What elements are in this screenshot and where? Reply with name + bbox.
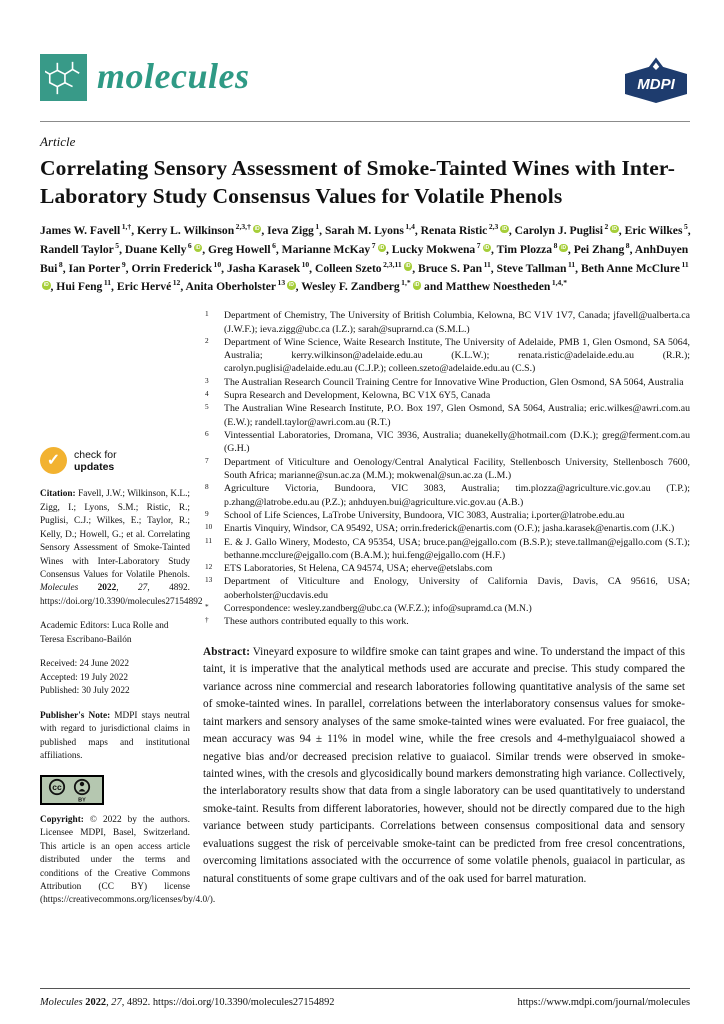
- author-name: Colleen Szeto: [314, 261, 382, 275]
- check-for-updates-label: check for updates: [74, 448, 117, 473]
- affiliation-marker: 4: [205, 389, 209, 399]
- author-affiliation-sup: 6: [187, 240, 192, 250]
- copyright-block: Copyright: © 2022 by the authors. Licensee MDPI, Basel, Switzerland. This article is an open access article distributed under the terms and conditions of the Creative Commons Attribution (CC BY) license (https://creativecommons.org/licenses/by/4.0/).: [40, 814, 216, 906]
- affiliation-item: [203, 389, 690, 402]
- citation-label: Citation:: [40, 489, 76, 500]
- publishers-note-label: Publisher's Note:: [40, 710, 111, 721]
- affiliation-text: Department of Wine Science, Waite Research Institute, The University of Adelaide, PMB 1, Glen Osmond, SA 5064, Australia; kerry.wilkinson@adelaide.edu.au (K.L.W.); renata.ristic@adelaide.edu.au (R.R.); carolyn.puglisi@adelaide.edu.au (C.J.P.); colleen.szeto@adelaide.edu.au (C.S.): [224, 336, 690, 375]
- author-name: Orrin Frederick: [131, 261, 213, 275]
- orcid-icon[interactable]: iD: [502, 225, 508, 232]
- molecules-logo-icon: [40, 54, 87, 101]
- author-affiliation-sup: 5: [115, 240, 120, 250]
- author-affiliation-sup: 6: [272, 240, 276, 250]
- cc-by-license-badge[interactable]: [40, 775, 104, 805]
- author-affiliation-sup: 11: [483, 259, 491, 269]
- affiliation-item: [203, 456, 690, 483]
- author-affiliation-sup: 9: [121, 259, 126, 269]
- affiliation-item: [203, 615, 690, 628]
- author-affiliation-sup: 8: [58, 259, 63, 269]
- orcid-icon[interactable]: iD: [612, 225, 618, 232]
- journal-header: [40, 54, 690, 111]
- mdpi-logo[interactable]: [622, 56, 690, 111]
- copyright-label: Copyright:: [40, 814, 84, 825]
- author-affiliation-sup: 2: [604, 221, 609, 231]
- paper-title: Correlating Sensory Assessment of Smoke-Tainted Wines with Inter-Laboratory Study Consensus Values for Volatile Phenols: [40, 156, 675, 208]
- footer-citation: Molecules 2022, 27, 4892. https://doi.org/10.3390/molecules27154892: [40, 997, 335, 1008]
- header-divider: [40, 121, 690, 122]
- abstract: [203, 644, 685, 889]
- affiliation-text: The Australian Research Council Training Centre for Innovative Wine Production, Glen Osmond, SA 5064, Australia: [224, 376, 684, 388]
- author-affiliation-sup: 5: [683, 221, 688, 231]
- affiliation-marker: 10: [205, 522, 213, 532]
- affiliation-item: [203, 575, 690, 602]
- author-name: Ian Porter: [68, 261, 121, 275]
- affiliation-text: Supra Research and Development, Kelowna, BC V1X 6Y5, Canada: [224, 390, 491, 402]
- affiliation-item: [203, 562, 690, 575]
- author-name: AnhDuyen Bui: [40, 242, 689, 275]
- author-affiliation-sup: 8: [553, 240, 558, 250]
- author-name: Marianne McKay: [281, 242, 371, 256]
- author-name: Tim Plozza: [496, 242, 553, 256]
- author-name: Eric Hervé: [116, 280, 172, 294]
- affiliation-text: These authors contributed equally to this work.: [224, 616, 409, 628]
- affiliation-item: [203, 536, 690, 563]
- affiliation-marker: 2: [205, 335, 209, 345]
- affiliation-item: [203, 429, 690, 456]
- citation-year: 2022: [78, 583, 117, 594]
- citation-doi[interactable]: , 4892. https://doi.org/10.3390/molecules27154892: [40, 583, 203, 607]
- author-affiliation-sup: 12: [172, 278, 181, 288]
- author-name: Ieva Zigg: [267, 223, 314, 237]
- author-name: Jasha Karasek: [226, 261, 301, 275]
- orcid-icon[interactable]: iD: [405, 263, 411, 270]
- affiliation-item: [203, 602, 690, 615]
- journal-name: molecules: [97, 55, 250, 96]
- author-name: Bruce S. Pan: [417, 261, 483, 275]
- affiliation-marker: 9: [205, 508, 209, 518]
- affiliation-item: [203, 482, 690, 509]
- author-affiliation-sup: 10: [213, 259, 222, 269]
- affiliation-marker: *: [205, 602, 209, 612]
- author-name: Hui Feng: [56, 280, 103, 294]
- abstract-label: Abstract:: [203, 645, 251, 658]
- publishers-note: Publisher's Note: MDPI stays neutral with regard to jurisdictional claims in published maps and institutional affiliations.: [40, 710, 190, 762]
- affiliation-list: [203, 309, 690, 629]
- citation-block: Citation: Favell, J.W.; Wilkinson, K.L.; Zigg, I.; Lyons, S.M.; Ristic, R.; Puglisi, C.J.; Wilkes, E.; Taylor, R.; Kelly, D.; Howell, G.; et al. Correlating Sensory Assessment of Smoke-Tainted Wines with Inter-Laboratory Study Consensus Values for Volatile Phenols. Molecules 2022, 27, 4892. https://doi.org/10.3390/molecules27154892: [40, 489, 203, 607]
- author-name: Eric Wilkes: [624, 223, 683, 237]
- author-name: Renata Ristic: [420, 223, 488, 237]
- author-affiliation-sup: 13: [277, 278, 286, 288]
- affiliation-marker: 5: [205, 402, 209, 412]
- orcid-icon[interactable]: iD: [484, 244, 490, 251]
- citation-volume: 27: [138, 583, 148, 594]
- affiliation-text: Department of Viticulture and Enology, University of California Davis, Davis, CA 95616, USA; aoberholster@ucdavis.edu: [224, 576, 690, 601]
- orcid-icon[interactable]: iD: [379, 244, 385, 251]
- citation-text: Favell, J.W.; Wilkinson, K.L.; Zigg, I.; Lyons, S.M.; Ristic, R.; Puglisi, C.J.; Wilkes, E.; Taylor, R.; Kelly, D.; Howell, G.; et al. Correlating Sensory Assessment of Smoke-Tainted Wines with Inter-Laboratory Study Consensus Values for Volatile Phenols.: [40, 489, 190, 580]
- author-affiliation-sup: 1,4: [405, 221, 415, 231]
- mdpi-logo-text: MDPI: [637, 76, 675, 93]
- article-type-label: Article: [40, 134, 76, 149]
- author-affiliation-sup: 2,3: [488, 221, 499, 231]
- affiliation-marker: 12: [205, 562, 213, 572]
- affiliation-item: [203, 522, 690, 535]
- checkmark-icon: ✓: [40, 447, 67, 474]
- author-affiliation-sup: 1,†: [121, 221, 132, 231]
- author-affiliation-sup: 11: [567, 259, 576, 269]
- author-list: James W. Favell $^{1,\dagger}$, Kerry L. Wilkinson $^{2,3,\dagger}$ iD , Ieva Zigg $^1$, Sarah M. Lyons $^{1,4}$, Renata Ristic $^{2,3}$ iD , Carolyn J. Puglisi $^2$ iD , Eric Wilkes $^5$, Randell Taylor $^5$, Duane Kelly $^6$ iD , Greg Howell $^6$, Marianne McKay $^7$ iD , Lucky Mokwena $^7$ iD , Tim Plozza $^8$ iD , Pei Zhang $^8$, AnhDuyen Bui $^8$, Ian Porter $^9$, Orrin Frederick $^{10}$, Jasha Karasek $^{10}$, Colleen Szeto $^{2,3,11}$ iD , Bruce S. Pan $^{11}$, Steve Tallman $^{11}$, Beth Anne McClure $^{11}$iD , Hui Feng $^{11}$, Eric Hervé $^{12}$, Anita Oberholster $^{13}$ iD , Wesley F. Zandberg $^{1,*}$ iD and Matthew Noestheden $^{1,4,*}$: [40, 221, 691, 294]
- author-affiliation-sup: 7: [371, 240, 376, 250]
- dates-block: [40, 658, 190, 698]
- affiliation-marker: †: [205, 615, 209, 625]
- author-name: Kerry L. Wilkinson: [137, 223, 235, 237]
- abstract-text: Vineyard exposure to wildfire smoke can taint grapes and wine. To understand the impact of this taint, it is imperative that the analytical methods used are accurate and precise. This study compared the variance across nine commercial and research laboratories following quantitative analysis of the same set of smoke-tainted wines. In parallel, correlations between the interlaboratory consensus values for smoke-taint markers and sensory analyses of the same smoke-tainted wines were evaluated. For free guaiacol, the mean accuracy was 94 ± 11% in model wine, while the free cresols and 4-methylguaiacol showed a negative bias and/or decreased precision relative to guaiacol. Similar trends were observed in smoke-tainted wines, with the cresols and glycosidically bound markers demonstrating high variance. Collectively, the interlaboratory results show that data from a single laboratory can be used quantitatively to understand smoke-taint. Results from different laboratories, however, should not be directly compared due to the high variance between study participants. Correlations between consensus compositional data and sensory evaluations suggest the risk of perceivable smoke-taint can be predicted from free cresol concentrations, overcoming limitations associated with the occurrence of some volatile phenols, guaiacol in particular, as natural constituents of some grape cultivars and of the oak used for barrel maturation.: [203, 645, 685, 885]
- affiliation-item: [203, 376, 690, 389]
- affiliation-marker: 8: [205, 482, 209, 492]
- affiliation-text: E. & J. Gallo Winery, Modesto, CA 95354, USA; bruce.pan@ejgallo.com (B.S.P.); steve.tallman@ejgallo.com (S.T.); bethanne.mcclure@ejgallo.com (B.A.M.); hui.feng@ejgallo.com (H.F.): [224, 536, 690, 561]
- author-name: Wesley F. Zandberg: [301, 280, 400, 294]
- author-name: James W. Favell: [40, 223, 121, 237]
- author-affiliation-sup: 11: [681, 259, 689, 269]
- affiliation-text: Correspondence: wesley.zandberg@ubc.ca (W.F.Z.); info@supramd.ca (M.N.): [224, 603, 532, 615]
- affiliation-item: [203, 309, 690, 336]
- orcid-icon[interactable]: iD: [414, 282, 420, 289]
- author-name: Randell Taylor: [40, 242, 114, 256]
- body-column: [203, 309, 690, 919]
- author-affiliation-sup: 10: [301, 259, 310, 269]
- author-name: Lucky Mokwena: [391, 242, 476, 256]
- received-date: Received: 24 June 2022: [40, 659, 130, 670]
- author-name: Greg Howell: [207, 242, 271, 256]
- author-name: Steve Tallman: [496, 261, 567, 275]
- molecule-structure-icon: [45, 59, 83, 97]
- accepted-date: Accepted: 19 July 2022: [40, 672, 129, 683]
- affiliation-text: The Australian Wine Research Institute, P.O. Box 197, Glen Osmond, SA 5064, Australia; eric.wilkes@awri.com.au (E.W.); randell.taylor@awri.com.au (R.T.): [224, 403, 690, 428]
- molecules-brand: [40, 54, 249, 101]
- by-icon: BY: [78, 797, 86, 804]
- affiliation-marker: 7: [205, 455, 209, 465]
- author-name: Beth Anne McClure: [580, 261, 680, 275]
- orcid-icon[interactable]: iD: [288, 282, 294, 289]
- author-name: Duane Kelly: [124, 242, 187, 256]
- affiliation-marker: 1: [205, 309, 209, 319]
- author-affiliation-sup: 11: [103, 278, 112, 288]
- author-name: Matthew Noestheden: [445, 280, 551, 294]
- academic-editors: Academic Editors: Luca Rolle and Teresa Escribano-Bailón: [40, 621, 169, 645]
- affiliation-item: [203, 509, 690, 522]
- affiliation-marker: 3: [205, 375, 209, 385]
- affiliation-text: ETS Laboratories, St Helena, CA 94574, USA; eherve@etslabs.com: [224, 563, 493, 575]
- orcid-icon[interactable]: iD: [254, 225, 260, 232]
- orcid-icon[interactable]: iD: [195, 244, 201, 251]
- page-footer: [40, 988, 690, 1008]
- author-name: Sarah M. Lyons: [324, 223, 404, 237]
- author-name: Anita Oberholster: [185, 280, 277, 294]
- author-affiliation-sup: 2,3,11: [383, 259, 402, 269]
- check-for-updates-badge[interactable]: [40, 447, 190, 474]
- published-date: Published: 30 July 2022: [40, 686, 130, 697]
- citation-journal: Molecules: [40, 583, 79, 594]
- footer-journal-url[interactable]: https://www.mdpi.com/journal/molecules: [517, 997, 690, 1008]
- author-affiliation-sup: 8: [625, 240, 630, 250]
- affiliation-text: Department of Viticulture and Oenology/Central Analytical Facility, Stellenbosch University, Stellenbosch 7600, South Africa; marianne@sun.ac.za (M.M.); mokwenal@sun.ac.za (L.M.): [224, 456, 690, 481]
- affiliation-text: School of Life Sciences, LaTrobe University, Bundoora, VIC 3083, Australia; i.porter@latrobe.edu.au: [224, 509, 625, 521]
- affiliation-text: Vintessential Laboratories, Dromana, VIC 3936, Australia; duanekelly@hotmail.com (D.K.); greg@ferment.com.au (G.H.): [224, 430, 690, 455]
- author-affiliation-sup: 1: [315, 221, 320, 231]
- author-name: Carolyn J. Puglisi: [514, 223, 603, 237]
- affiliation-item: [203, 336, 690, 376]
- affiliation-marker: 13: [205, 575, 213, 585]
- author-affiliation-sup: 7: [476, 240, 481, 250]
- footer-doi-link[interactable]: , 4892. https://doi.org/10.3390/molecules27154892: [121, 997, 335, 1008]
- affiliation-text: Agriculture Victoria, Bundoora, VIC 3083, Australia; tim.plozza@agriculture.vic.gov.au (T.P.); p.zhang@latrobe.edu.au (P.Z.); anhduyen.bui@agriculture.vic.gov.au (A.B.): [224, 483, 690, 508]
- orcid-icon[interactable]: iD: [43, 282, 49, 289]
- author-name: Pei Zhang: [573, 242, 625, 256]
- cc-icon: cc: [52, 781, 62, 792]
- affiliation-text: Enartis Vinquiry, Windsor, CA 95492, USA; orrin.frederick@enartis.com (O.F.); jasha.karasek@enartis.com (J.K.): [224, 523, 675, 535]
- affiliation-marker: 11: [205, 535, 213, 545]
- author-affiliation-sup: 1,4,*: [551, 278, 567, 288]
- affiliation-marker: 6: [205, 429, 209, 438]
- affiliation-item: [203, 402, 690, 429]
- affiliation-text: Department of Chemistry, The University of British Columbia, Kelowna, BC V1V 1V7, Canada; jfavell@ualberta.ca (J.W.F.); ieva.zigg@ubc.ca (I.Z.); sarah@suprarnd.ca (S.M.L.): [224, 310, 690, 335]
- orcid-icon[interactable]: iD: [561, 244, 567, 251]
- author-affiliation-sup: 2,3,†: [235, 221, 251, 231]
- author-affiliation-sup: 1,*: [401, 278, 411, 288]
